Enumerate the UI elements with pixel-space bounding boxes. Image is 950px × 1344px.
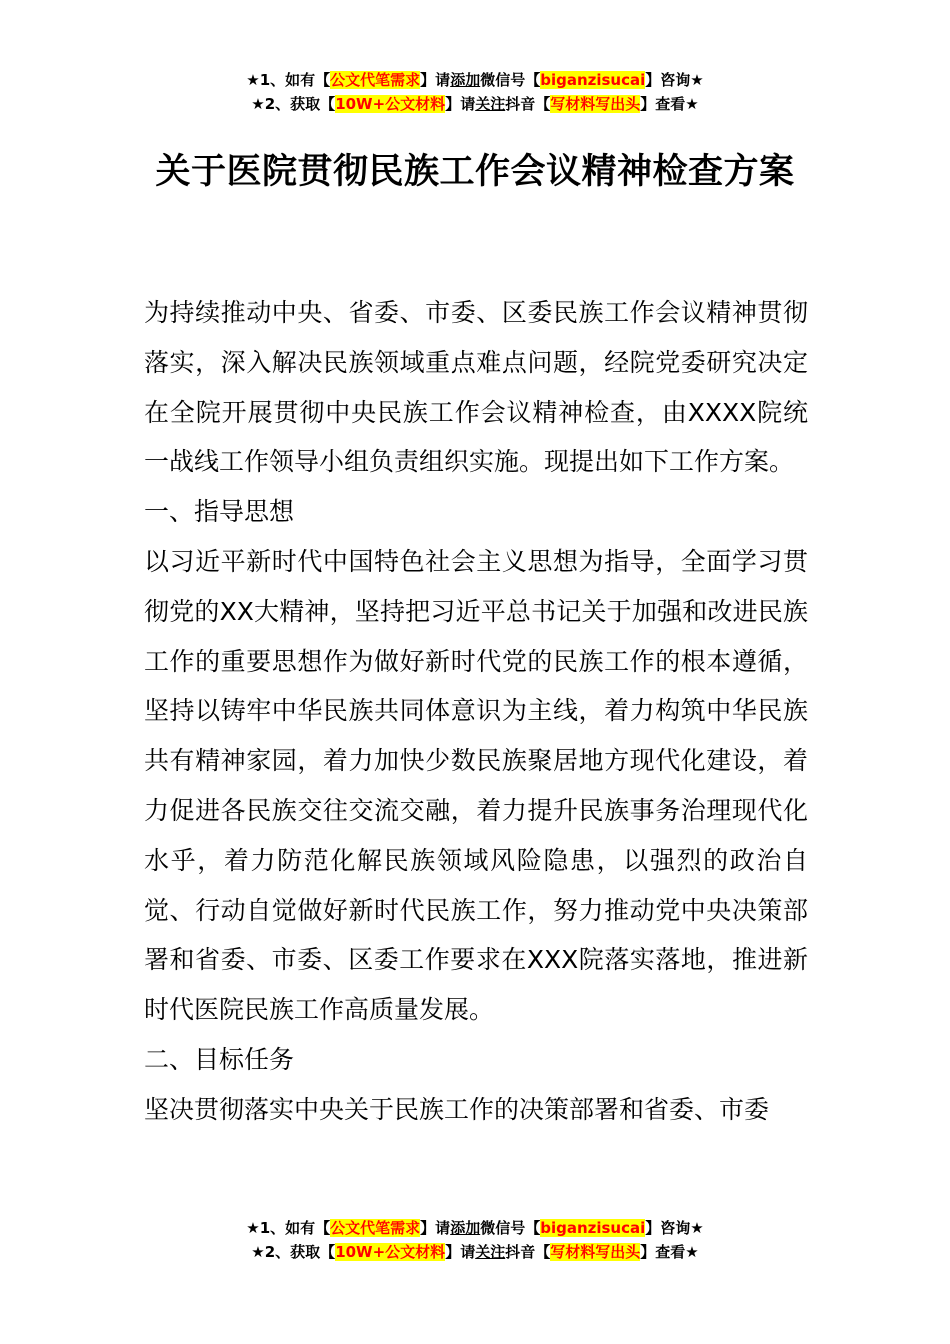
banner-highlight: 公文代笔需求 — [330, 71, 421, 89]
banner-text: 】咨询★ — [645, 71, 704, 89]
banner-underlined: 关注 — [475, 1243, 506, 1261]
banner-text: ★2、获取【 — [251, 1243, 336, 1261]
banner-text: 】查看★ — [640, 1243, 699, 1261]
banner-underlined: 关注 — [475, 95, 506, 113]
banner-text: ★2、获取【 — [251, 95, 336, 113]
banner-text: 】查看★ — [640, 95, 699, 113]
banner-text: 抖音【 — [505, 95, 551, 113]
section-heading: 一、指导思想 — [144, 497, 295, 527]
body-paragraph: 以习近平新时代中国特色社会主义思想为指导，全面学习贯彻党的XX大精神，坚持把习近平总书记关于加强和改进民族工作的重要思想作为做好新时代党的民族工作的根本遵循，坚持以铸牢中华民族共同体意识为主线，着力构筑中华民族共有精神家园，着力加快少数民族聚居地方现代化建设，着力促进各民族交往交流交融，着力提升民族事务治理现代化水乎，着力防范化解民族领域风险隐患，以强烈的政治自觉、行动自觉做好新时代民族工作，努力推动党中央决策部署和省委、市委、区委工作要求在XXX院落实落地，推进新时代医院民族工作高质量发展。 — [144, 546, 808, 1025]
banner-line-1 — [0, 68, 950, 92]
section-heading: 二、目标任务 — [144, 1044, 295, 1074]
banner-text: 】请 — [420, 71, 451, 89]
banner-highlight: 10W+公文材料 — [335, 95, 446, 113]
banner-text: 】请 — [445, 1243, 476, 1261]
banner-text: 微信号【 — [480, 1219, 541, 1237]
banner-highlight: biganzisucai — [540, 71, 646, 89]
bottom-banner — [0, 1216, 950, 1264]
banner-highlight: 写材料写出头 — [550, 95, 641, 113]
banner-line-2 — [0, 1240, 950, 1264]
top-banner — [0, 68, 950, 116]
banner-underlined: 添加 — [450, 1219, 481, 1237]
banner-highlight: 公文代笔需求 — [330, 1219, 421, 1237]
banner-text: 】请 — [420, 1219, 451, 1237]
banner-text: ★1、如有【 — [246, 71, 331, 89]
banner-text: 】请 — [445, 95, 476, 113]
body-paragraph: 坚决贯彻落实中央关于民族工作的决策部署和省委、市委 — [144, 1094, 770, 1124]
banner-text: 微信号【 — [480, 71, 541, 89]
intro-paragraph: 为持续推动中央、省委、市委、区委民族工作会议精神贯彻落实，深入解决民族领域重点难点问题，经院党委研究决定在全院开展贯彻中央民族工作会议精神检查，由XXXX院统一战线工作领导小组负责组织实施。现提出如下工作方案。 — [144, 298, 808, 477]
document-title: 关于医院贯彻民族工作会议精神检查方案 — [155, 152, 795, 192]
banner-line-2 — [0, 92, 950, 116]
banner-line-1 — [0, 1216, 950, 1240]
banner-text: 抖音【 — [505, 1243, 551, 1261]
banner-text: ★1、如有【 — [246, 1219, 331, 1237]
banner-text: 】咨询★ — [645, 1219, 704, 1237]
banner-underlined: 添加 — [450, 71, 481, 89]
banner-highlight: 写材料写出头 — [550, 1243, 641, 1261]
banner-highlight: 10W+公文材料 — [335, 1243, 446, 1261]
document-body — [144, 288, 808, 1135]
banner-highlight: biganzisucai — [540, 1219, 646, 1237]
